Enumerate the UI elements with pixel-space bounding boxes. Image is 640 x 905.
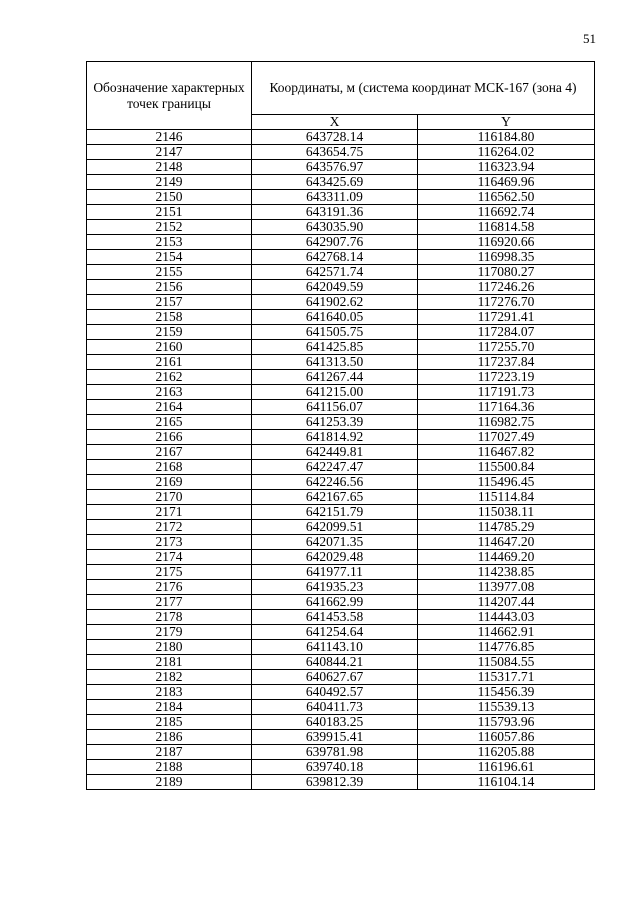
cell-y: 117191.73: [418, 385, 595, 400]
cell-y: 114776.85: [418, 640, 595, 655]
cell-x: 642246.56: [252, 475, 418, 490]
cell-x: 641143.10: [252, 640, 418, 655]
cell-x: 643035.90: [252, 220, 418, 235]
table-row: [87, 535, 595, 550]
cell-point-id: 2185: [87, 715, 252, 730]
cell-point-id: 2169: [87, 475, 252, 490]
cell-y: 116104.14: [418, 775, 595, 790]
cell-x: 642049.59: [252, 280, 418, 295]
cell-point-id: 2157: [87, 295, 252, 310]
cell-point-id: 2159: [87, 325, 252, 340]
cell-point-id: 2179: [87, 625, 252, 640]
table-row: [87, 385, 595, 400]
cell-point-id: 2180: [87, 640, 252, 655]
cell-y: 117284.07: [418, 325, 595, 340]
cell-x: 642099.51: [252, 520, 418, 535]
table-row: [87, 130, 595, 145]
cell-point-id: 2148: [87, 160, 252, 175]
cell-x: 641215.00: [252, 385, 418, 400]
cell-point-id: 2174: [87, 550, 252, 565]
cell-point-id: 2181: [87, 655, 252, 670]
cell-y: 116264.02: [418, 145, 595, 160]
cell-y: 115500.84: [418, 460, 595, 475]
cell-x: 641253.39: [252, 415, 418, 430]
cell-x: 641977.11: [252, 565, 418, 580]
cell-point-id: 2178: [87, 610, 252, 625]
cell-y: 117080.27: [418, 265, 595, 280]
cell-x: 641935.23: [252, 580, 418, 595]
table-row: [87, 625, 595, 640]
cell-y: 115539.13: [418, 700, 595, 715]
cell-y: 115317.71: [418, 670, 595, 685]
table-row: [87, 700, 595, 715]
cell-x: 641425.85: [252, 340, 418, 355]
cell-point-id: 2177: [87, 595, 252, 610]
cell-point-id: 2151: [87, 205, 252, 220]
cell-y: 114662.91: [418, 625, 595, 640]
cell-point-id: 2152: [87, 220, 252, 235]
cell-x: 639781.98: [252, 745, 418, 760]
cell-y: 117164.36: [418, 400, 595, 415]
table-row: [87, 670, 595, 685]
cell-y: 113977.08: [418, 580, 595, 595]
table-row: [87, 295, 595, 310]
cell-point-id: 2186: [87, 730, 252, 745]
table-row: [87, 265, 595, 280]
cell-x: 642167.65: [252, 490, 418, 505]
table-row: [87, 415, 595, 430]
cell-y: 114785.29: [418, 520, 595, 535]
cell-point-id: 2165: [87, 415, 252, 430]
cell-y: 117276.70: [418, 295, 595, 310]
cell-y: 116562.50: [418, 190, 595, 205]
cell-y: 117291.41: [418, 310, 595, 325]
cell-x: 643425.69: [252, 175, 418, 190]
table-row: [87, 280, 595, 295]
cell-y: 115456.39: [418, 685, 595, 700]
cell-x: 642571.74: [252, 265, 418, 280]
cell-y: 115114.84: [418, 490, 595, 505]
cell-point-id: 2173: [87, 535, 252, 550]
cell-point-id: 2153: [87, 235, 252, 250]
cell-y: 114443.03: [418, 610, 595, 625]
table-row: [87, 745, 595, 760]
cell-x: 642907.76: [252, 235, 418, 250]
cell-y: 116920.66: [418, 235, 595, 250]
cell-point-id: 2170: [87, 490, 252, 505]
cell-point-id: 2149: [87, 175, 252, 190]
cell-y: 116982.75: [418, 415, 595, 430]
table-row: [87, 460, 595, 475]
table-row: [87, 550, 595, 565]
cell-y: 116998.35: [418, 250, 595, 265]
cell-y: 114238.85: [418, 565, 595, 580]
cell-x: 639915.41: [252, 730, 418, 745]
cell-y: 116205.88: [418, 745, 595, 760]
cell-y: 114469.20: [418, 550, 595, 565]
cell-point-id: 2172: [87, 520, 252, 535]
cell-x: 641814.92: [252, 430, 418, 445]
cell-point-id: 2146: [87, 130, 252, 145]
table-row: [87, 595, 595, 610]
cell-x: 640844.21: [252, 655, 418, 670]
cell-x: 643311.09: [252, 190, 418, 205]
cell-point-id: 2183: [87, 685, 252, 700]
cell-x: 641662.99: [252, 595, 418, 610]
cell-y: 116196.61: [418, 760, 595, 775]
cell-y: 116467.82: [418, 445, 595, 460]
cell-point-id: 2188: [87, 760, 252, 775]
cell-x: 640627.67: [252, 670, 418, 685]
cell-y: 115793.96: [418, 715, 595, 730]
cell-x: 639740.18: [252, 760, 418, 775]
table-row: [87, 655, 595, 670]
table-row: [87, 430, 595, 445]
table-row: [87, 490, 595, 505]
cell-x: 641267.44: [252, 370, 418, 385]
cell-point-id: 2156: [87, 280, 252, 295]
cell-x: 643576.97: [252, 160, 418, 175]
cell-point-id: 2161: [87, 355, 252, 370]
header-x: X: [252, 115, 418, 130]
cell-point-id: 2167: [87, 445, 252, 460]
page-number: 51: [583, 31, 596, 46]
cell-x: 642449.81: [252, 445, 418, 460]
cell-x: 641313.50: [252, 355, 418, 370]
cell-x: 639812.39: [252, 775, 418, 790]
header-y: Y: [418, 115, 595, 130]
cell-point-id: 2182: [87, 670, 252, 685]
cell-point-id: 2184: [87, 700, 252, 715]
cell-point-id: 2162: [87, 370, 252, 385]
table-row: [87, 325, 595, 340]
table-row: [87, 190, 595, 205]
table-row: [87, 160, 595, 175]
table-row: [87, 220, 595, 235]
cell-y: 115038.11: [418, 505, 595, 520]
cell-y: 117027.49: [418, 430, 595, 445]
cell-x: 641505.75: [252, 325, 418, 340]
table-row: [87, 505, 595, 520]
cell-x: 642768.14: [252, 250, 418, 265]
table-row: [87, 775, 595, 790]
cell-x: 642247.47: [252, 460, 418, 475]
cell-point-id: 2166: [87, 430, 252, 445]
cell-y: 116057.86: [418, 730, 595, 745]
cell-y: 116323.94: [418, 160, 595, 175]
cell-y: 114207.44: [418, 595, 595, 610]
cell-y: 116692.74: [418, 205, 595, 220]
table-row: [87, 205, 595, 220]
table-row: [87, 610, 595, 625]
table-row: [87, 175, 595, 190]
table-header: [87, 62, 595, 130]
table-row: [87, 355, 595, 370]
table-row: [87, 310, 595, 325]
cell-y: 117255.70: [418, 340, 595, 355]
cell-point-id: 2155: [87, 265, 252, 280]
cell-y: 117237.84: [418, 355, 595, 370]
cell-y: 116469.96: [418, 175, 595, 190]
cell-x: 642071.35: [252, 535, 418, 550]
cell-y: 115084.55: [418, 655, 595, 670]
table-row: [87, 250, 595, 265]
cell-y: 117223.19: [418, 370, 595, 385]
cell-point-id: 2171: [87, 505, 252, 520]
cell-point-id: 2154: [87, 250, 252, 265]
cell-point-id: 2187: [87, 745, 252, 760]
cell-point-id: 2189: [87, 775, 252, 790]
cell-x: 640183.25: [252, 715, 418, 730]
cell-point-id: 2158: [87, 310, 252, 325]
cell-x: 641640.05: [252, 310, 418, 325]
cell-x: 641902.62: [252, 295, 418, 310]
cell-y: 117246.26: [418, 280, 595, 295]
cell-x: 640492.57: [252, 685, 418, 700]
table-row: [87, 400, 595, 415]
cell-x: 641156.07: [252, 400, 418, 415]
table-row: [87, 235, 595, 250]
table-row: [87, 565, 595, 580]
table-row: [87, 640, 595, 655]
cell-point-id: 2175: [87, 565, 252, 580]
cell-point-id: 2150: [87, 190, 252, 205]
table-row: [87, 685, 595, 700]
cell-point-id: 2163: [87, 385, 252, 400]
table-body: [87, 130, 595, 790]
table-row: [87, 370, 595, 385]
cell-x: 643728.14: [252, 130, 418, 145]
coordinates-table: [86, 61, 595, 790]
table-row: [87, 475, 595, 490]
table-row: [87, 715, 595, 730]
table-row: [87, 730, 595, 745]
cell-y: 114647.20: [418, 535, 595, 550]
cell-x: 643191.36: [252, 205, 418, 220]
cell-x: 640411.73: [252, 700, 418, 715]
table-row: [87, 445, 595, 460]
table-row: [87, 580, 595, 595]
cell-point-id: 2164: [87, 400, 252, 415]
cell-point-id: 2160: [87, 340, 252, 355]
header-coordinates: Координаты, м (система координат МСК-167 (зона 4): [252, 62, 595, 115]
cell-y: 116184.80: [418, 130, 595, 145]
cell-point-id: 2168: [87, 460, 252, 475]
cell-x: 642029.48: [252, 550, 418, 565]
cell-x: 642151.79: [252, 505, 418, 520]
cell-x: 641453.58: [252, 610, 418, 625]
cell-y: 116814.58: [418, 220, 595, 235]
table-row: [87, 145, 595, 160]
cell-point-id: 2147: [87, 145, 252, 160]
cell-point-id: 2176: [87, 580, 252, 595]
header-point-designation: Обозначение характерных точек границы: [87, 62, 252, 130]
table-row: [87, 520, 595, 535]
table-row: [87, 340, 595, 355]
cell-x: 641254.64: [252, 625, 418, 640]
cell-x: 643654.75: [252, 145, 418, 160]
table-row: [87, 760, 595, 775]
cell-y: 115496.45: [418, 475, 595, 490]
